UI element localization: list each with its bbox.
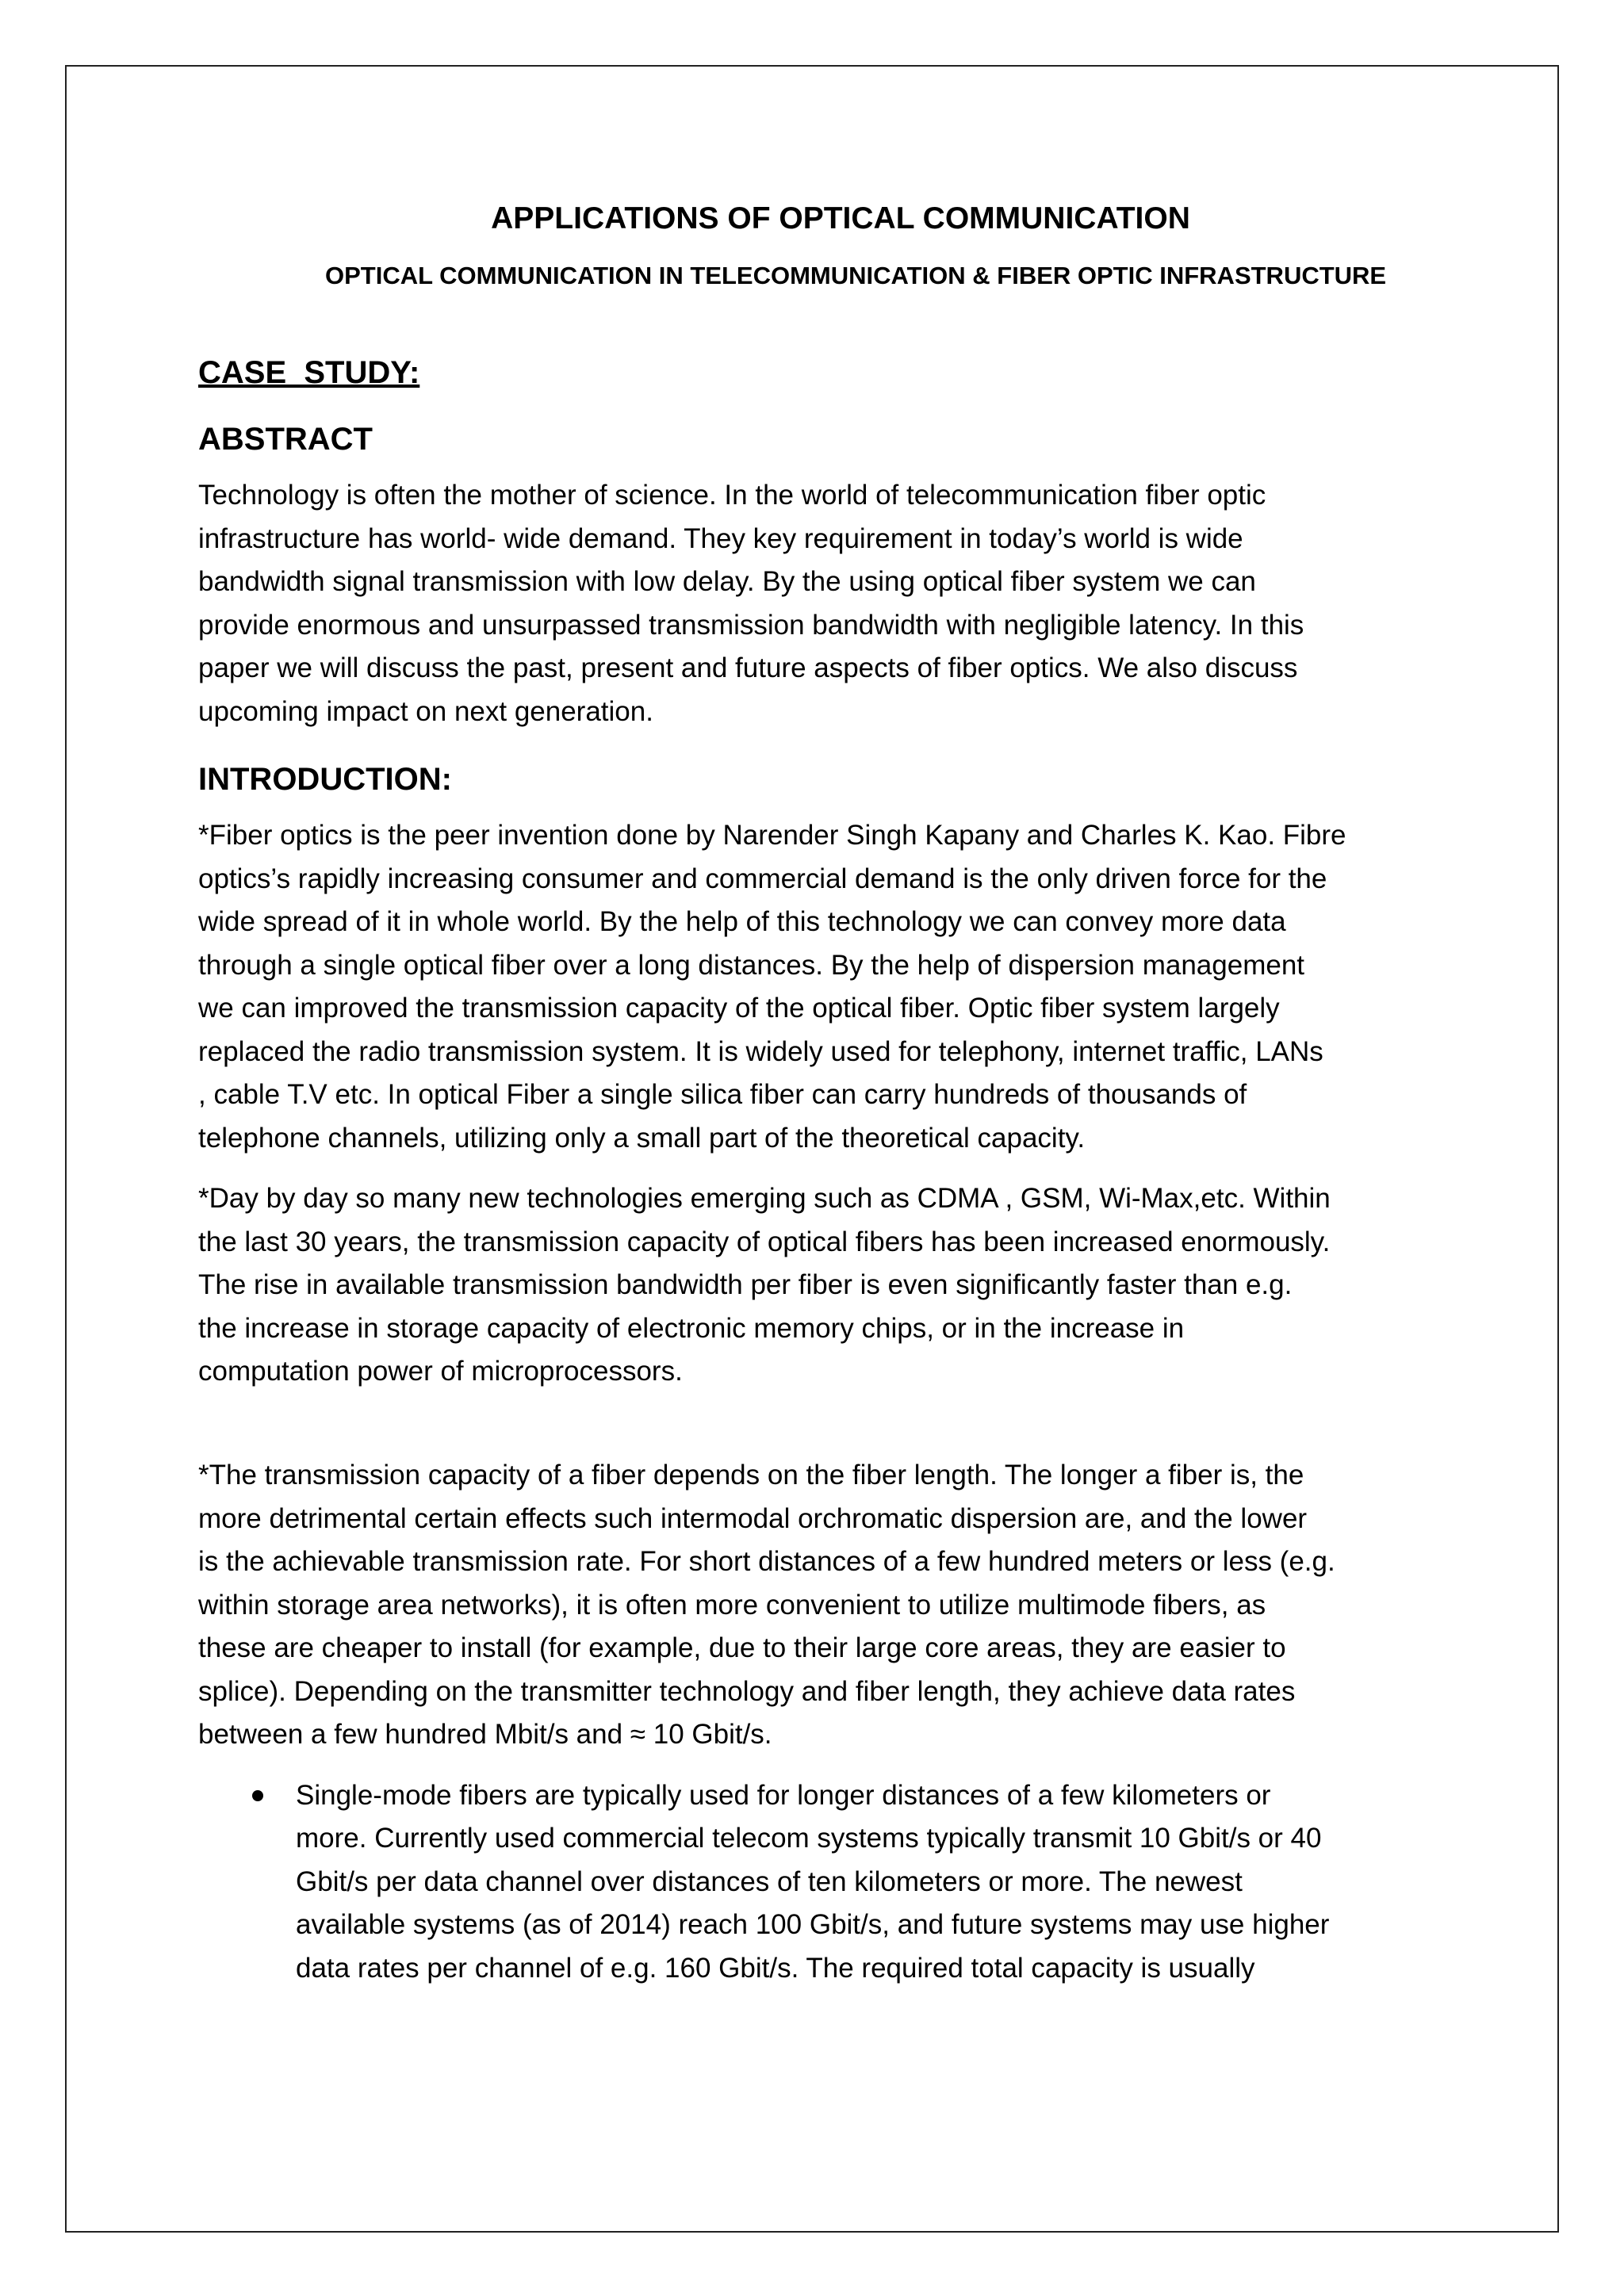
abstract-paragraph xyxy=(198,474,1451,733)
abstract-heading: ABSTRACT xyxy=(198,422,373,457)
intro-line: telephone channels, utilizing only a small part of the theoretical capacity. xyxy=(198,1122,1086,1154)
abstract-line: bandwidth signal transmission with low delay. By the using optical fiber system we can xyxy=(198,566,1256,597)
intro-line: through a single optical fiber over a long distances. By the help of dispersion management xyxy=(198,949,1305,981)
bullet-line: data rates per channel of e.g. 160 Gbit/s. The required total capacity is usually xyxy=(296,1952,1255,1984)
intro-line: , cable T.V etc. In optical Fiber a single silica fiber can carry hundreds of thousands of xyxy=(198,1079,1247,1110)
intro-line: computation power of microprocessors. xyxy=(198,1356,683,1387)
abstract-line: provide enormous and unsurpassed transmission bandwidth with negligible latency. In this xyxy=(198,609,1304,641)
intro-line: is the achievable transmission rate. For short distances of a few hundred meters or less (e.g. xyxy=(198,1546,1335,1577)
intro-line: between a few hundred Mbit/s and ≈ 10 Gbit/s. xyxy=(198,1719,772,1750)
bullet-list xyxy=(198,1774,1451,1991)
intro-line: optics’s rapidly increasing consumer and commercial demand is the only driven force for the xyxy=(198,863,1327,894)
abstract-line: upcoming impact on next generation. xyxy=(198,695,653,727)
abstract-line: infrastructure has world- wide demand. They key requirement in today’s world is wide xyxy=(198,522,1243,554)
intro-line: we can improved the transmission capacity of the optical fiber. Optic fiber system largely xyxy=(198,993,1280,1024)
document-body xyxy=(198,197,1451,1990)
bullet-line: available systems (as of 2014) reach 100 Gbit/s, and future systems may use higher xyxy=(296,1909,1330,1940)
document-subtitle: OPTICAL COMMUNICATION IN TELECOMMUNICATION & FIBER OPTIC INFRASTRUCTURE xyxy=(325,262,1387,289)
intro-line: The rise in available transmission bandwidth per fiber is even significantly faster than e.g. xyxy=(198,1269,1293,1300)
intro-line: within storage area networks), it is often more convenient to utilize multimode fibers, as xyxy=(198,1589,1266,1621)
list-item xyxy=(198,1774,1451,1991)
intro-line: wide spread of it in whole world. By the help of this technology we can convey more data xyxy=(198,906,1286,937)
bullet-line: Gbit/s per data channel over distances of ten kilometers or more. The newest xyxy=(296,1866,1243,1897)
title-block xyxy=(198,197,1451,293)
document-title: APPLICATIONS OF OPTICAL COMMUNICATION xyxy=(491,201,1190,235)
bullet-icon xyxy=(252,1790,263,1801)
case-study-label: CASE STUDY: xyxy=(198,355,420,390)
abstract-line: paper we will discuss the past, present and future aspects of fiber optics. We also discuss xyxy=(198,652,1298,683)
bullet-line: Single-mode fibers are typically used for longer distances of a few kilometers or xyxy=(296,1779,1271,1811)
intro-paragraph-1 xyxy=(198,814,1451,1160)
intro-line: more detrimental certain effects such intermodal orchromatic dispersion are, and the lower xyxy=(198,1502,1308,1534)
introduction-heading: INTRODUCTION: xyxy=(198,762,452,797)
intro-line: the increase in storage capacity of electronic memory chips, or in the increase in xyxy=(198,1312,1185,1344)
intro-paragraph-3 xyxy=(198,1411,1451,1757)
intro-line: replaced the radio transmission system. It is widely used for telephony, internet traffic, LANs xyxy=(198,1035,1323,1067)
intro-line: *Fiber optics is the peer invention done by Narender Singh Kapany and Charles K. Kao. Fibre xyxy=(198,820,1346,851)
bullet-line: more. Currently used commercial telecom systems typically transmit 10 Gbit/s or 40 xyxy=(296,1823,1322,1854)
intro-line: *Day by day so many new technologies emerging such as CDMA , GSM, Wi-Max,etc. Within xyxy=(198,1183,1331,1214)
intro-paragraph-2 xyxy=(198,1177,1451,1394)
intro-line: these are cheaper to install (for example, due to their large core areas, they are easier to xyxy=(198,1632,1286,1663)
intro-line: the last 30 years, the transmission capacity of optical fibers has been increased enormously. xyxy=(198,1226,1331,1257)
intro-line: splice). Depending on the transmitter technology and fiber length, they achieve data rates xyxy=(198,1675,1296,1707)
abstract-line: Technology is often the mother of science. In the world of telecommunication fiber optic xyxy=(198,480,1266,511)
intro-line: *The transmission capacity of a fiber depends on the fiber length. The longer a fiber is, the xyxy=(198,1460,1304,1490)
